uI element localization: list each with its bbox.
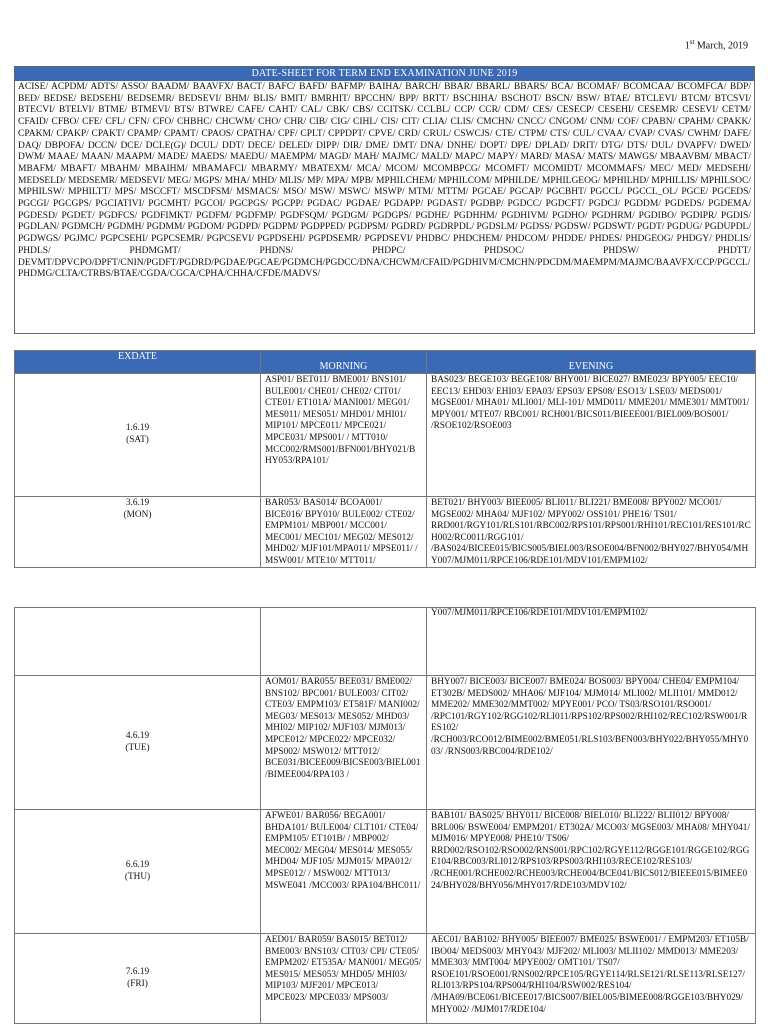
table-row bbox=[15, 608, 756, 676]
evening-papers-cell: BHY007/ BICE003/ BICE007/ BME024/ BOS003/ BPY004/ CHE04/ EMPM104/ ET302B/ MEDS002/ MHA06/ MJF104/ MJM014/ MLI002/ MLII101/ MMD012/ MME202/ MME302/MMT002/ MPYE001/ PCO/ TS03/RSO101/RSO001/ /RPC101/RGY102/RGG102/RLI011/RPS102/RPS002/RHI102/REC102/RSW001/RES102/ /RCH003/RCO012/BIME002/BME051/RLS103/BFN003/BHY022/BHY055/MHY003/ /RNS003/RBC004/RDE102/ bbox=[427, 676, 756, 810]
exam-date-cell: 3.6.19 (MON) bbox=[15, 497, 261, 568]
exam-date-cell: 4.6.19 (TUE) bbox=[15, 676, 261, 810]
evening-papers-cell: AEC01/ BAB102/ BHY005/ BIEE007/ BME025/ BSWE001/ / EMPM203/ ET105B/ IBO04/ MEDS003/ MHY043/ MJF202/ MLI003/ MLII102/ MMD013/ MME203/ MME303/ MMT004/ MPYE002/ OMT101/ TS07/ RSOE101/RSOE001/RNS002/RPCE105/RGYE114/RLSE121/RLSE113/RLSE127/RLI013/RPS104/RPS004/RHI104/RSW002/RES104/ /MHA09/BCE061/BICEE017/BICS007/BIEL005/BIMEE008/RGGE103/BHY029/MHY002/ /MJM017/RDE104/ bbox=[427, 934, 756, 1024]
evening-papers-cell: BET021/ BHY003/ BIEE005/ BLI011/ BLI221/ BME008/ BPY002/ MCO01/ MGSE002/ MHA04/ MJF102/ MPY002/ OSS101/ PHE16/ TS01/ RRD001/RGY101/RLS101/RBC002/RPS101/RPS001/RHI101/REC101/RES101/RCH002/RC0011/RGG101/ /BAS024/BICEE015/BICS005/BIEL003/RSOE004/BFN002/BHY027/BHY054/MHY007/MJM011/RPCE106/RDE101/MDV101/EMPM102/ bbox=[427, 497, 756, 568]
programme-list: ACISE/ ACPDM/ ADTS/ ASSO/ BAADM/ BAAVFX/ BACT/ BAFC/ BAFD/ BAFMP/ BAIHA/ BARCH/ BBAR/ BBARL/ BBARS/ BCA/ BCOMAF/ BCOMCAA/ BCOMFCA/ BDP/ BED/ BEDSE/ BEDSEHI/ BEDSEMR/ BEDSEVI/ BHM/ BLIS/ BMIT/ BMRHIT/ BPCCHN/ BPP/ BRTT/ BSCHIHA/ BSCHOT/ BSCN/ BSW/ BTAE/ BTCLEVI/ BTCM/ BTCSVI/ BTECVI/ BTELVI/ BTME/ BTMEVI/ BTS/ BTWRE/ CAFE/ CAHT/ CAL/ CBK/ CBS/ CCITSK/ CCLBL/ CCP/ CCR/ CDM/ CES/ CESECP/ CESEHI/ CESEMR/ CESEVI/ CETM/ CFAID/ CFBO/ CFE/ CFL/ CFN/ CFO/ CHBHC/ CHCWM/ CHO/ CHR/ CIB/ CIG/ CIHL/ CIS/ CIT/ CLIA/ CLIS/ CMCHN/ CNCC/ CNGOM/ CNM/ COF/ CPABN/ CPAHM/ CPAKK/ CPAKM/ CPAKP/ CPAKT/ CPAMP/ CPAMT/ CPAOS/ CPATHA/ CPF/ CPLT/ CPPDPT/ CPVE/ CRD/ CRUL/ CSWCJS/ CTE/ CTPM/ CTS/ CUL/ CVAA/ CVAP/ CVAS/ CWHM/ DAFE/ DAQ/ DBPOFA/ DCCN/ DCE/ DCLE(G)/ DCUL/ DDT/ DECE/ DELED/ DIPP/ DIR/ DME/ DMT/ DNA/ DNHE/ DOPT/ DPE/ DPLAD/ DRIT/ DTG/ DTS/ DUL/ DVAPFV/ DWED/ DWM/ MAAE/ MAAN/ MAAPM/ MADE/ MAEDS/ MAEDU/ MAEMPM/ MAGD/ MAH/ MAJMC/ MALD/ MAPC/ MAPY/ MARD/ MASA/ MATS/ MAWGS/ MBAAVBM/ MBACT/ MBAFM/ MBAFT/ MBAHM/ MBAIHM/ MBAMAFCI/ MBARMY/ MBATEXM/ MCA/ MCOM/ MCOMBPCG/ MCOMFT/ MCOMIDT/ MCOMMAFS/ MEC/ MED/ MEDSEHI/ MEDSELD/ MEDSEMR/ MEDSEVI/ MEG/ MGPS/ MHA/ MHD/ MLIS/ MP/ MPA/ MPB/ MPHILCHEM/ MPHILCOM/ MPHILDE/ MPHILGEOG/ MPHILHD/ MPHILLIS/ MPHILSOC/ MPHILSW/ MPHILTT/ MPS/ MSCCFT/ MSCDFSM/ MSMACS/ MSO/ MSW/ MSWC/ MSWP/ MTM/ MTTM/ PGCAE/ PGCAP/ PGCBHT/ PGCCL/ PGCCL_OL/ PGCE/ PGCEDS/ PGCGI/ PGCGPS/ PGCIATIVI/ PGCMHT/ PGCOI/ PGCPGS/ PGCPP/ PGDAC/ PGDAE/ PGDAPP/ PGDAST/ PGDBP/ PGDCC/ PGDCFT/ PGDCJ/ PGDDM/ PGDEDS/ PGDEMA/ PGDESD/ PGDET/ PGDFCS/ PGDFIMKT/ PGDFM/ PGDFMP/ PGDFSQM/ PGDGM/ PGDGPS/ PGDHE/ PGDHHM/ PGDHIVM/ PGDHO/ PGDHRM/ PGDIBO/ PGDIPR/ PGDIS/ PGDLAN/ PGDMCH/ PGDMH/ PGDMM/ PGDOM/ PGDPD/ PGDPM/ PGDPPED/ PGDPSM/ PGDRD/ PGDRPDL/ PGDSLM/ PGDSS/ PGDSW/ PGDSWT/ PGDT/ PGDUG/ PGDUPDL/ PGDWGS/ PGJMC/ PGPCSEHI/ PGPCSEMR/ PGPCSEVI/ PGPDSEHI/ PGPDSEMR/ PGPDSEVI/ PHDBC/ PHDCHEM/ PHDCOM/ PHDDE/ PHDES/ PHDGEOG/ PHDGY/ PHDLIS/ PHDLS/ PHDMGMT/ PHDNS/ PHDPC/ PHDSOC/ PHDSW/ PHDTT/ DEVMT/DPVCPO/DPFT/CNIN/PGDFT/PGDRD/PGDAE/PGCAE/PGDMCH/PGDCC/DNA/CHCWM/CFAID/PGDHIVM/CMCHN/PDCDM/MAEMPM/MAJMC/BAAVFX/CCP/PGCCL/PHDMG/CLTA/CTRBS/BTAE/CGDA/CGCA/CPHA/CHHA/CFDE/MADVS/ bbox=[18, 82, 751, 280]
morning-papers-cell: ASP01/ BET011/ BME001/ BNS101/ BULE001/ CHE01/ CHE02/ CIT01/ CTE01/ ET101A/ MANI001/ MEG01/ MES011/ MES051/ MHD01/ MHI01/ MIP101/ MPCE011/ MPCE021/ MPCE031/ MPS001/ / MTT010/ MCC002/RMS001/BFN001/BHY021/BHY053/RPA101/ bbox=[261, 374, 427, 497]
issue-date: 1st March, 2019 bbox=[684, 38, 748, 52]
exam-date-cell: 1.6.19 (SAT) bbox=[15, 374, 261, 497]
table-row bbox=[15, 676, 756, 810]
exam-date-cell: 6.6.19 (THU) bbox=[15, 810, 261, 934]
table-row bbox=[15, 934, 756, 1024]
table-row bbox=[15, 810, 756, 934]
schedule-table-page-1 bbox=[14, 350, 756, 568]
programme-panel bbox=[14, 66, 755, 334]
evening-papers-cell: BAB101/ BAS025/ BHY011/ BICE008/ BIEL010/ BLI222/ BLII012/ BPY008/ BRL006/ BSWE004/ EMPM201/ ET302A/ MCO03/ MGSE003/ MHA08/ MHY041/ MJM016/ MPYE008/ PHE10/ TS06/ RRD002/RSO102/RSO002/RNS001/RPC102/RGYE112/RGGE101/RGGE102/RGGE104/RBC003/RLI012/RPS103/RPS003/RHI103/RECE102/RES103/ /RCHE001/RCHE002/RCHE003/RCHE004/BCE041/BICS012/BIEEE015/BIMEE024/BHY028/BHY056/MHY017/RDE103/MDV102/ bbox=[427, 810, 756, 934]
morning-papers-cell-continued bbox=[261, 608, 427, 676]
exdate-header: EXDATE bbox=[15, 351, 261, 374]
date-sheet-title: DATE-SHEET FOR TERM END EXAMINATION JUNE 2019 bbox=[15, 67, 754, 81]
exam-date-cell bbox=[15, 608, 261, 676]
exam-date-cell: 7.6.19 (FRI) bbox=[15, 934, 261, 1024]
table-row bbox=[15, 497, 756, 568]
evening-papers-cell-continued: Y007/MJM011/RPCE106/RDE101/MDV101/EMPM102/ bbox=[427, 608, 756, 676]
morning-header: MORNING bbox=[261, 351, 427, 374]
table-row bbox=[15, 374, 756, 497]
morning-papers-cell: BAR053/ BAS014/ BCOA001/ BICE016/ BPY010/ BULE002/ CTE02/ EMPM101/ MBP001/ MCC001/ MEC001/ MEC101/ MEG02/ MES012/ MHD02/ MJF101/MPA011/ MPSE011/ / MSW001/ MTE10/ MTT011/ bbox=[261, 497, 427, 568]
evening-papers-cell: BAS023/ BEGE103/ BEGE108/ BHY001/ BICE027/ BME023/ BPY005/ EEC10/ EEC13/ EHD03/ EHI03/ EPA03/ EPS03/ EPS08/ ESO13/ LSE03/ MEDS001/ MGSE001/ MHA01/ MLI001/ MLI-101/ MMD011/ MME201/ MME301/ MMT001/ MPY001/ MTE07/ RBC001/ RCH001/BICS011/BIEEE001/BIEL009/BOS001/ /RSOE102/RSOE003 bbox=[427, 374, 756, 497]
morning-papers-cell: AED01/ BAR059/ BAS015/ BET012/ BME003/ BNS103/ CIT03/ CPI/ CTE05/ EMPM202/ ET535A/ MAN001/ MEG05/ MES015/ MES053/ MHD05/ MHI03/ MIP103/ MJF201/ MPCE013/ MPCE023/ MPCE033/ MPS003/ bbox=[261, 934, 427, 1024]
evening-header: EVENING bbox=[427, 351, 756, 374]
morning-papers-cell: AFWE01/ BAR056/ BEGA001/ BHDA101/ BULE004/ CLT101/ CTE04/ EMPM105/ ET101B/ / MBP002/ MEC002/ MEG04/ MES014/ MES055/ MHD04/ MJF105/ MJM015/ MPA012/ MPSE012/ / MSW002/ MTT013/ MSWE041 /MCC003/ RPA104/BHC011/ bbox=[261, 810, 427, 934]
schedule-table-page-2 bbox=[14, 607, 756, 1024]
morning-papers-cell: AOM01/ BAR055/ BEE031/ BME002/ BNS102/ BPC001/ BULE003/ CIT02/ CTE03/ EMPM103/ ET581F/ MANI002/ MEG03/ MES013/ MES052/ MHD03/ MHI02/ MIP102/ MJF103/ MJM013/ MPCE012/ MPCE022/ MPCE032/ MPS002/ MSW012/ MTT012/ BCE031/BICEE009/BICSE003/BIEL001/BIMEE004/RPA103 / bbox=[261, 676, 427, 810]
